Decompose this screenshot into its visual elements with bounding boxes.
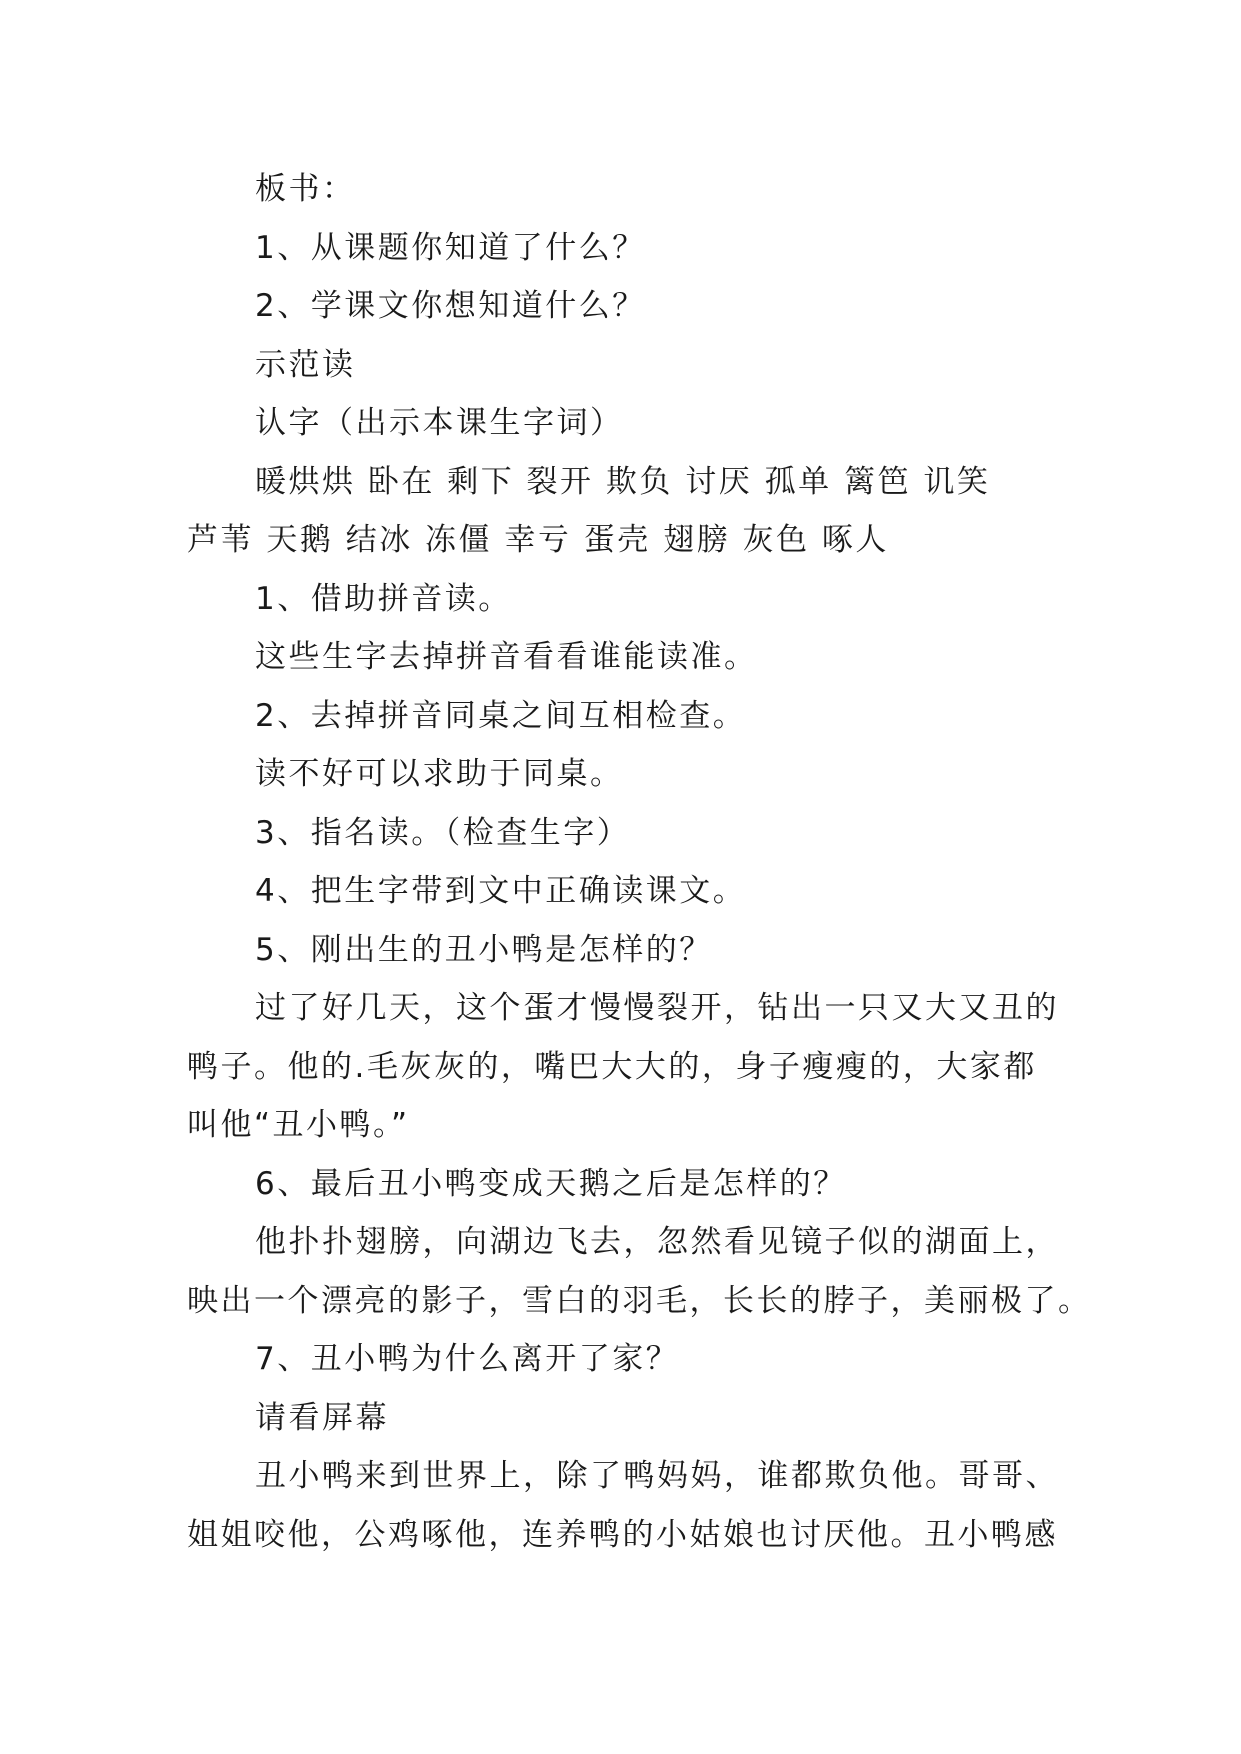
text-line-step-1-note: 这些生字去掉拼音看看谁能读准。 — [255, 639, 758, 675]
text-line-question-1: 1、从课题你知道了什么？ — [255, 229, 646, 266]
text-line-paragraph-1a: 过了好几天，这个蛋才慢慢裂开，钻出一只又大又丑的 — [255, 990, 1059, 1026]
text-line-paragraph-1b: 鸭子。他的.毛灰灰的，嘴巴大大的，身子瘦瘦的，大家都 — [187, 1048, 1037, 1085]
text-line-step-6: 6、最后丑小鸭变成天鹅之后是怎样的？ — [255, 1165, 847, 1202]
text-line-step-2: 2、去掉拼音同桌之间互相检查。 — [255, 697, 747, 734]
text-line-question-2: 2、学课文你想知道什么？ — [255, 288, 646, 324]
text-line-heading-board: 板书： — [255, 171, 356, 207]
document-body — [187, 160, 1092, 1564]
text-line-step-7: 7、丑小鸭为什么离开了家？ — [255, 1341, 680, 1377]
text-line-step-4: 4、把生字带到文中正确读课文。 — [255, 873, 747, 909]
text-line-vocab-1: 暖烘烘 卧在 剩下 裂开 欺负 讨厌 孤单 篱笆 讥笑 — [255, 463, 991, 500]
text-line-recognize-words: 认字（出示本课生字词） — [255, 405, 624, 441]
text-line-step-1: 1、借助拼音读。 — [255, 580, 512, 617]
text-line-demo-read: 示范读 — [255, 346, 356, 383]
text-line-step-5: 5、刚出生的丑小鸭是怎样的？ — [255, 931, 713, 968]
text-line-paragraph-1c: 叫他“丑小鸭。” — [187, 1107, 410, 1143]
text-line-paragraph-2b: 映出一个漂亮的影子，雪白的羽毛，长长的脖子，美丽极了。 — [187, 1282, 1092, 1319]
text-line-step-2-note: 读不好可以求助于同桌。 — [255, 756, 624, 792]
text-line-see-screen: 请看屏幕 — [255, 1399, 389, 1436]
text-line-paragraph-3b: 姐姐咬他，公鸡啄他，连养鸭的小姑娘也讨厌他。丑小鸭感 — [187, 1516, 1058, 1553]
text-line-paragraph-3a: 丑小鸭来到世界上，除了鸭妈妈，谁都欺负他。哥哥、 — [255, 1458, 1059, 1494]
text-line-paragraph-2a: 他扑扑翅膀，向湖边飞去，忽然看见镜子似的湖面上， — [255, 1224, 1059, 1260]
text-line-step-3: 3、指名读。（检查生字） — [255, 814, 631, 851]
text-line-vocab-2: 芦苇 天鹅 结冰 冻僵 幸亏 蛋壳 翅膀 灰色 啄人 — [187, 522, 889, 558]
